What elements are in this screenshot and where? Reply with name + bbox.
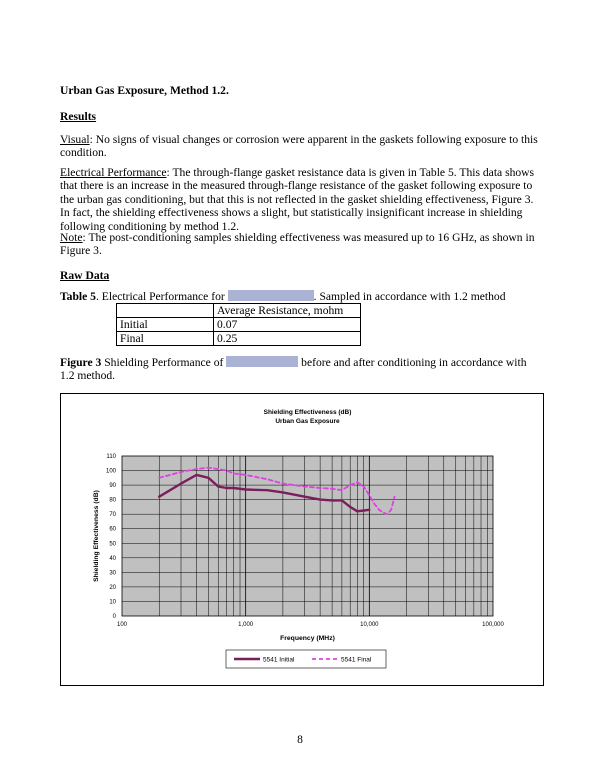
section-title: Urban Gas Exposure, Method 1.2. [60, 84, 229, 97]
y-tick-label: 50 [109, 541, 116, 548]
plot-area [122, 456, 493, 616]
note-label: Note [60, 231, 83, 244]
redacted-product-name [228, 290, 314, 301]
figure-caption [60, 356, 542, 383]
table-cell: 0.25 [214, 332, 361, 346]
legend-label-1: 5541 Initial [263, 656, 295, 664]
y-tick-label: 40 [109, 555, 116, 562]
x-axis-label: Frequency (MHz) [280, 635, 335, 642]
table-caption [60, 290, 542, 303]
table-header-row [117, 304, 361, 318]
results-heading: Results [60, 110, 97, 123]
y-tick-label: 0 [112, 614, 116, 620]
page-number: 8 [297, 733, 303, 746]
table-header-cell [117, 304, 214, 318]
y-tick-label: 70 [109, 512, 116, 519]
legend-label-2: 5541 Final [341, 656, 372, 664]
table-caption-pre: . Electrical Performance for [95, 290, 228, 303]
table-cell: Final [117, 332, 214, 346]
visual-text: : No signs of visual changes or corrosion were apparent in the gaskets following exposure to this condition. [60, 133, 538, 160]
y-tick-label: 90 [109, 483, 116, 490]
table-caption-post: . Sampled in accordance with 1.2 method [313, 290, 506, 303]
y-tick-label: 110 [106, 454, 116, 460]
figure-caption-pre: Shielding Performance of [101, 356, 227, 369]
note-text: : The post-conditioning samples shielding effectiveness was measured up to 16 GHz, as shown in Figure 3. [60, 231, 535, 258]
redacted-product-name [226, 356, 298, 367]
y-axis-label: Shielding Effectiveness (dB) [93, 490, 100, 582]
electrical-text: : The through-flange gasket resistance data is given in Table 5. This data shows that there is an increase in the measured through-flange resistance of the gasket following exposure to the urban gas conditioning, but that this is not reflected in the gasket shielding effectiveness, Figure 3. In fact, the shielding effectiveness shows a slight, but statistically insignificant increase in shielding following conditioning by method 1.2. [60, 166, 535, 233]
y-tick-label: 100 [105, 468, 116, 475]
figure-caption-post: before and after conditioning in accordance with 1.2 method. [60, 356, 527, 383]
raw-data-heading: Raw Data [60, 269, 110, 282]
electrical-paragraph [60, 166, 542, 233]
table-cell: 0.07 [214, 318, 361, 332]
note-paragraph [60, 231, 542, 258]
table-cell: Initial [117, 318, 214, 332]
x-tick-label: 100,000 [482, 622, 504, 628]
visual-label: Visual [60, 133, 90, 146]
x-tick-label: 10,000 [360, 622, 379, 628]
chart-title: Shielding Effectiveness (dB) [263, 409, 352, 416]
y-tick-label: 10 [109, 599, 116, 606]
chart-subtitle: Urban Gas Exposure [275, 418, 340, 425]
table-row [117, 318, 361, 332]
y-tick-label: 60 [109, 526, 116, 533]
table-header-cell: Average Resistance, mohm [214, 304, 361, 318]
electrical-label: Electrical Performance [60, 166, 167, 179]
y-tick-label: 30 [109, 570, 116, 577]
shielding-chart [60, 393, 544, 686]
resistance-table [116, 303, 361, 346]
chart-svg [61, 394, 543, 685]
figure-caption-label: Figure 3 [60, 356, 102, 369]
x-tick-label: 100 [116, 622, 128, 628]
y-tick-label: 20 [109, 584, 116, 591]
table-caption-label: Table 5 [60, 290, 96, 303]
y-tick-label: 80 [109, 497, 116, 504]
x-tick-label: 1,000 [238, 622, 254, 628]
visual-paragraph [60, 133, 542, 160]
table-row [117, 332, 361, 346]
